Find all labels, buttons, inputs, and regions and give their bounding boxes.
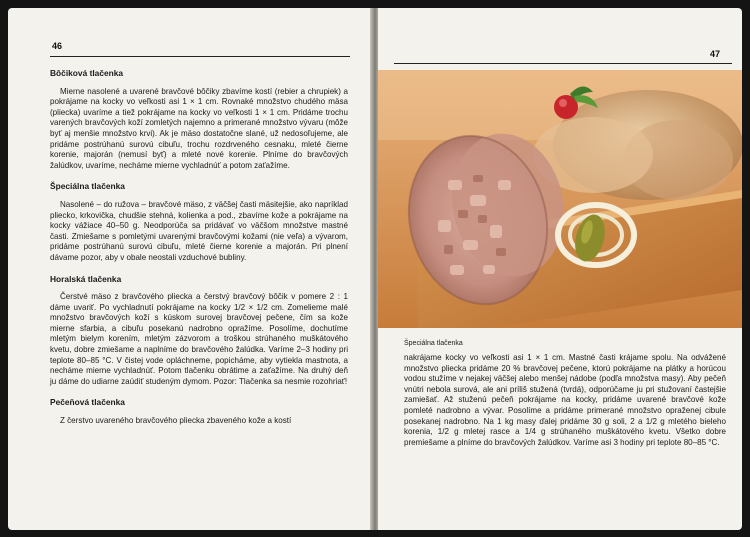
- left-page: [8, 8, 372, 530]
- right-page-text: [404, 353, 726, 448]
- food-photo-illustration: [378, 70, 742, 328]
- section-paragraph-pecenova: Z čerstvo uvareného bravčového pliecka zbaveného kože a kostí: [60, 416, 292, 426]
- section-heading-pecenova: Pečeňová tlačenka: [50, 397, 125, 408]
- food-photo: [378, 70, 742, 328]
- section-heading-specialna: Špeciálna tlačenka: [50, 181, 125, 192]
- section-paragraph-horalska: Čerstvé mäso z bravčového pliecka a čerstvý bravčový bôčik v pomere 2 : 1 dáme uvariť. Po vychladnutí pokrájame na kocky 1/2 × 1/2 cm. Zomelieme malé množstvo bravčových koží s kúskom surovej bravčovej pečene, čím sa kože mierne sfarbia, a cibuľu posekanú nadrobno opražíme. Posolíme, dochutíme mletým bielym korením, mletým zázvorom a troškou strúhaného muškátového kvetu, dobre zmiešame a naplníme do bravčového žalúdka. Varíme 2–3 hodiny pri teplote 80–85 °C. V čistej vode opláchneme, popicháme, aby vytiekla mastnota, a necháme mierne vychladnúť. Potom tlačenku obrátime a zaťažíme. Na druhý deň ju dáme do udiarne zaúdiť studeným dymom. Pozor: Tlačenka sa nesmie rozohriať!: [50, 292, 348, 386]
- header-rule-right: [394, 63, 732, 64]
- section-paragraph-specialna: Nasolené – do ružova – bravčové mäso, z väčšej časti mäsitejšie, ako napríklad pliecko, krkovička, chudšie stehná, kolienka a pod., zbavíme kože a pokrájame na kocky vážiace 40–50 g. Neodporúča sa pridávať vo väčšom množstve mastné časti. Zmiešame s pomletými uvarenými bravčovými kožami (nie veľa) a vývarom, pridáme postrúhanú surovú cibuľu, mleté čierne korenie a majorán. Pri plnení dávame pozor, aby v obale neostali vzduchové bubliny.: [50, 199, 348, 262]
- section-heading-bocikova: Bôčiková tlačenka: [50, 68, 124, 78]
- section-paragraph-bocikova: Mierne nasolené a uvarené bravčové bôčiky zbavíme kostí (rebier a chrupiek) a pokrájame na kocky vo veľkosti asi 1 × 1 cm. Rovnaké množstvo chudého mäsa (pliecka) uvaríme a tiež pokrájame na kocky vo veľkosti 1 × 1 cm. Pridáme trochu varených bravčových koží zomletých najemno a primerané množstvo vývaru (môže byť aj menšie množstvo krvi). Ak je mäso dostatočne slané, už nedosoľujeme, ale pridáme postrúhanú surovú cibuľu, trochu rozdrveného cesnaku, mleté čierne korenie, majorán (nemusí byť) a mleté nové korenie. Plníme do bravčových žalúdkov, uvaríme, necháme mierne vychladnúť a potom zaťažíme.: [50, 86, 348, 170]
- page-number-left: 46: [52, 41, 63, 51]
- left-page-text: [50, 62, 348, 437]
- page-number-right: 47: [709, 49, 720, 59]
- right-page: [378, 8, 742, 530]
- section-heading-horalska: Horalská tlačenka: [50, 273, 122, 284]
- photo-caption: Špeciálna tlačenka: [404, 340, 463, 347]
- header-rule-left: [50, 56, 350, 57]
- continued-paragraph: nakrájame kocky vo veľkosti asi 1 × 1 cm. Mastné časti krájame spolu. Na odvážené množstvo pliecka pridáme 20 % bravčovej pečene, ktorú pokrájame na plátky a horúcou vodou stužíme v nejakej väčšej alebo menšej nádobe (podľa množstva masy). Aby pečeň vnútri nebola surová, ale ani príliš stužená (tvrdá), odporúčame ju pri stužovaní častejšie zamiešať. Až stuženú pečeň pokrájame na kocky, pridáme uvarené bravčové kože pomleté nadrobno a vývar. Posolíme a pridáme primerané množstvo opraženej cibule posekanej nadrobno. Na 1 kg masy ďalej pridáme 30 g soli, 2 a 1/2 g mletého bieleho korenia, 1/2 g mletej rasce a 1/4 g strúhaného muškátového kvetu. Všetko dobre premiešame a plníme do bravčových žalúdkov. Varíme asi 3 hodiny pri teplote 80–85 °C.: [404, 353, 726, 447]
